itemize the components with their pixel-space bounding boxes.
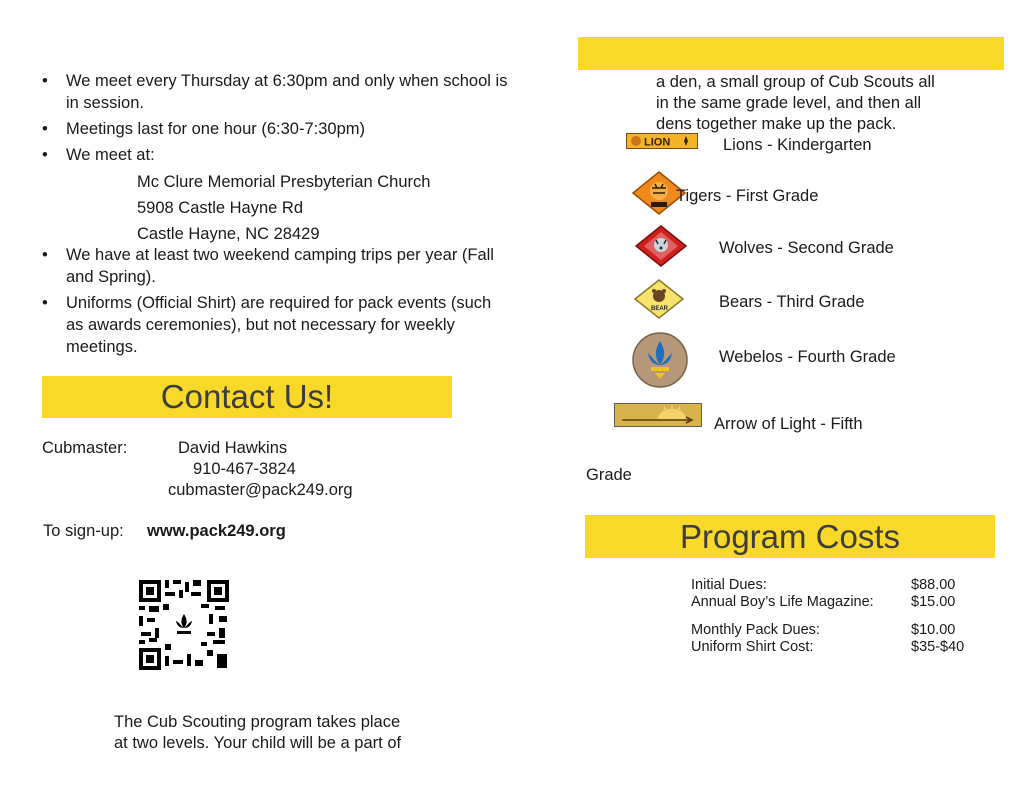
bear-badge-text: BEAR <box>651 306 669 312</box>
lion-badge-icon <box>626 133 698 149</box>
den-line-1: a den, a small group of Cub Scouts all <box>656 73 935 91</box>
rank-bears: Bears - Third Grade <box>719 293 865 311</box>
arrow-of-light-badge-icon <box>614 403 702 427</box>
bullet-meeting-location: • We meet at: <box>42 144 512 166</box>
cost-row <box>691 622 981 639</box>
den-line-3: dens together make up the pack. <box>656 115 897 133</box>
bullet-camping: • We have at least two weekend camping trips per year (Fall and Spring). <box>42 244 512 288</box>
cubmaster-label: Cubmaster: <box>42 439 128 457</box>
rank-webelos: Webelos - Fourth Grade <box>719 348 896 366</box>
den-description <box>656 72 935 135</box>
cubmaster-name: David Hawkins <box>178 439 288 457</box>
address-church: Mc Clure Memorial Presbyterian Church <box>137 173 431 191</box>
address-block <box>137 171 430 245</box>
bullet-meeting-day: • We meet every Thursday at 6:30pm and only when school is in session. <box>42 70 512 114</box>
bullet-meeting-length: • Meetings last for one hour (6:30-7:30pm) <box>42 118 512 140</box>
den-line-2: in the same grade level, and then all <box>656 94 922 112</box>
cost-amount: $88.00 <box>911 577 956 593</box>
bear-badge-icon <box>633 278 685 320</box>
cost-row <box>691 577 981 594</box>
cost-item: Uniform Shirt Cost: <box>691 639 814 655</box>
contact-banner <box>42 376 452 418</box>
webelos-badge-icon <box>631 331 689 389</box>
costs-table <box>691 577 981 656</box>
cost-amount: $10.00 <box>911 622 956 638</box>
rank-arrow-of-light: Arrow of Light - Fifth <box>714 415 863 433</box>
intro-text <box>114 712 401 754</box>
address-city: Castle Hayne, NC 28429 <box>137 225 320 243</box>
rank-tigers: Tigers - First Grade <box>676 187 819 205</box>
cost-item: Monthly Pack Dues: <box>691 622 820 638</box>
intro-line-1: The Cub Scouting program takes place <box>114 713 401 731</box>
rank-lions: Lions - Kindergarten <box>723 136 872 154</box>
cost-amount: $15.00 <box>911 594 956 610</box>
rank-wolves: Wolves - Second Grade <box>719 239 894 257</box>
cost-amount: $35-$40 <box>911 639 965 655</box>
cost-row <box>691 594 981 611</box>
costs-title: Program Costs <box>679 518 901 555</box>
cubmaster-email[interactable]: cubmaster@pack249.org <box>168 481 353 499</box>
address-street: 5908 Castle Hayne Rd <box>137 199 304 217</box>
top-banner <box>578 37 1004 70</box>
signup-label: To sign-up: <box>43 522 124 540</box>
wolf-badge-icon <box>634 224 688 268</box>
cost-item: Annual Boy’s Life Magazine: <box>691 594 874 610</box>
rank-grade-continuation: Grade <box>586 466 632 484</box>
contact-title: Contact Us! <box>160 378 334 415</box>
cost-row <box>691 639 981 656</box>
lion-badge-text: LION <box>644 136 671 149</box>
qr-code <box>135 576 233 674</box>
tiger-badge-overlap <box>660 170 682 216</box>
cost-item: Initial Dues: <box>691 577 767 593</box>
signup-link[interactable]: www.pack249.org <box>147 522 286 540</box>
intro-line-2: at two levels. Your child will be a part of <box>114 734 402 752</box>
bullet-uniforms: • Uniforms (Official Shirt) are required for pack events (such as awards ceremonies), but not necessary for weekly meetings. <box>42 292 512 358</box>
costs-banner <box>585 515 995 558</box>
cubmaster-phone: 910-467-3824 <box>193 460 296 478</box>
